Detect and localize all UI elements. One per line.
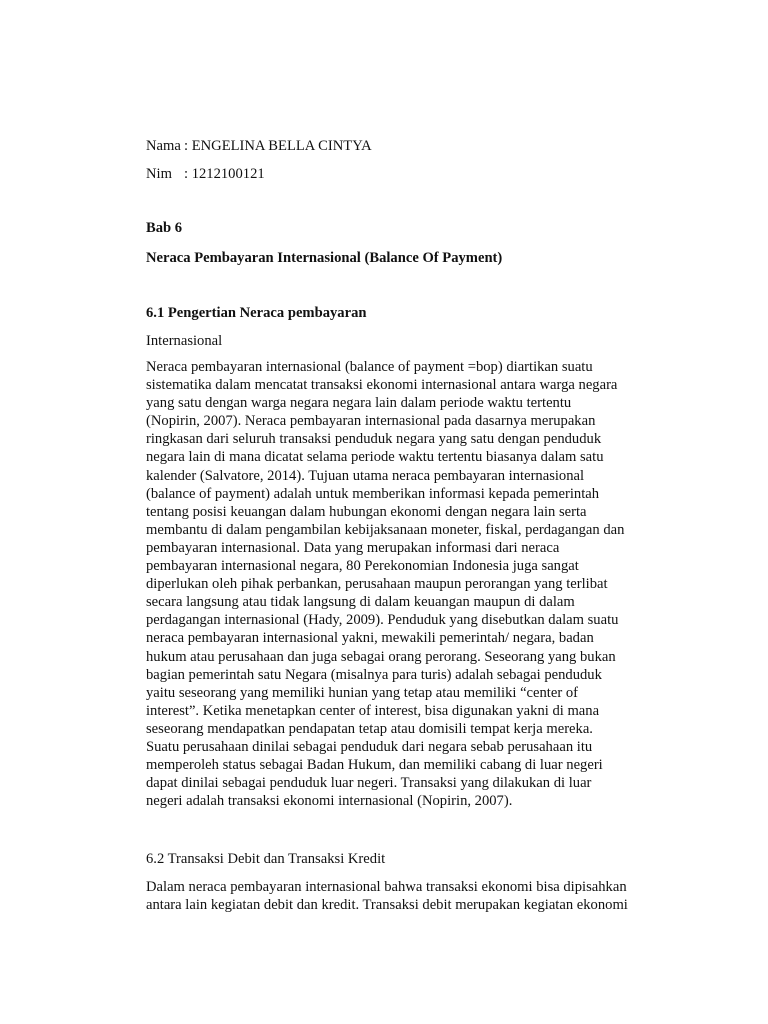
paragraph-line: pembayaran internasional. Data yang merupakan informasi dari neraca <box>146 539 560 556</box>
paragraph-line: negara lain di mana dicatat selama periode waktu tertentu biasanya dalam satu <box>146 449 604 466</box>
paragraph-line: (Nopirin, 2007). Neraca pembayaran internasional pada dasarnya merupakan <box>146 413 596 430</box>
name-value: : ENGELINA BELLA CINTYA <box>184 138 372 154</box>
paragraph-line: hukum atau perusahaan dan juga sebagai orang perorang. Seseorang yang bukan <box>146 648 616 665</box>
paragraph-line: Neraca pembayaran internasional (balance of payment =bop) diartikan suatu <box>146 359 593 375</box>
paragraph-line: diperlukan oleh pihak perbankan, perusahaan maupun perorangan yang terlibat <box>146 576 608 593</box>
paragraph-line: bagian pemerintah satu Negara (misalnya para turis) adalah sebagai penduduk <box>146 666 602 683</box>
section-2-paragraph <box>146 878 726 914</box>
name-label: Nama <box>146 138 181 154</box>
paragraph-line: pembayaran internasional negara, 80 Perekonomian Indonesia juga sangat <box>146 558 579 575</box>
paragraph-line: sistematika dalam mencatat transaksi ekonomi internasional antara warga negara <box>146 377 618 394</box>
paragraph-line: Suatu perusahaan dinilai sebagai penduduk dari negara sebab perusahaan itu <box>146 738 593 755</box>
paragraph-line: Dalam neraca pembayaran internasional bahwa transaksi ekonomi bisa dipisahkan <box>146 879 627 895</box>
nim-label: Nim <box>146 166 172 182</box>
paragraph-line: antara lain kegiatan debit dan kredit. Transaksi debit merupakan kegiatan ekonomi <box>146 897 628 914</box>
section-1-paragraph <box>146 358 726 810</box>
chapter-title: Neraca Pembayaran Internasional (Balance Of Payment) <box>146 250 503 266</box>
paragraph-line: neraca pembayaran internasional yakni, mewakili pemerintah/ negara, badan <box>146 630 594 647</box>
paragraph-line: tentang posisi keuangan dalam hubungan ekonomi dengan negara lain serta <box>146 503 587 520</box>
paragraph-line: perdagangan internasional (Hady, 2009). Penduduk yang disebutkan dalam suatu <box>146 612 619 629</box>
paragraph-line: yaitu seseorang yang memiliki hunian yang tetap atau memiliki “center of <box>146 684 578 701</box>
paragraph-line: kalender (Salvatore, 2014). Tujuan utama neraca pembayaran internasional <box>146 467 585 484</box>
paragraph-line: interest”. Ketika menetapkan center of interest, bisa digunakan yakni di mana <box>146 702 600 719</box>
student-name-row <box>146 137 372 155</box>
section-1-heading: 6.1 Pengertian Neraca pembayaran <box>146 305 367 321</box>
student-nim-row <box>146 165 265 183</box>
section-2-heading: 6.2 Transaksi Debit dan Transaksi Kredit <box>146 851 386 867</box>
paragraph-line: secara langsung atau tidak langsung di dalam keuangan maupun di dalam <box>146 594 575 611</box>
paragraph-line: yang satu dengan warga negara negara lain dalam periode waktu tertentu <box>146 395 572 412</box>
nim-value: : 1212100121 <box>184 166 265 182</box>
paragraph-line: memperoleh status sebagai Badan Hukum, dan memiliki cabang di luar negeri <box>146 757 603 774</box>
paragraph-line: ringkasan dari seluruh transaksi penduduk negara yang satu dengan penduduk <box>146 431 602 448</box>
paragraph-line: seseorang mendapatkan pendapatan tetap atau domisili tempat kerja mereka. <box>146 720 593 737</box>
paragraph-line: membantu di dalam pengambilan kebijaksanaan moneter, fiskal, perdagangan dan <box>146 521 625 538</box>
paragraph-line: dapat dinilai sebagai penduduk luar negeri. Transaksi yang dilakukan di luar <box>146 775 592 792</box>
paragraph-line: (balance of payment) adalah untuk memberikan informasi kepada pemerintah <box>146 485 600 502</box>
section-1-subheading: Internasional <box>146 333 223 349</box>
chapter-number: Bab 6 <box>146 220 183 236</box>
paragraph-line: negeri adalah transaksi ekonomi internasional (Nopirin, 2007). <box>146 793 513 810</box>
